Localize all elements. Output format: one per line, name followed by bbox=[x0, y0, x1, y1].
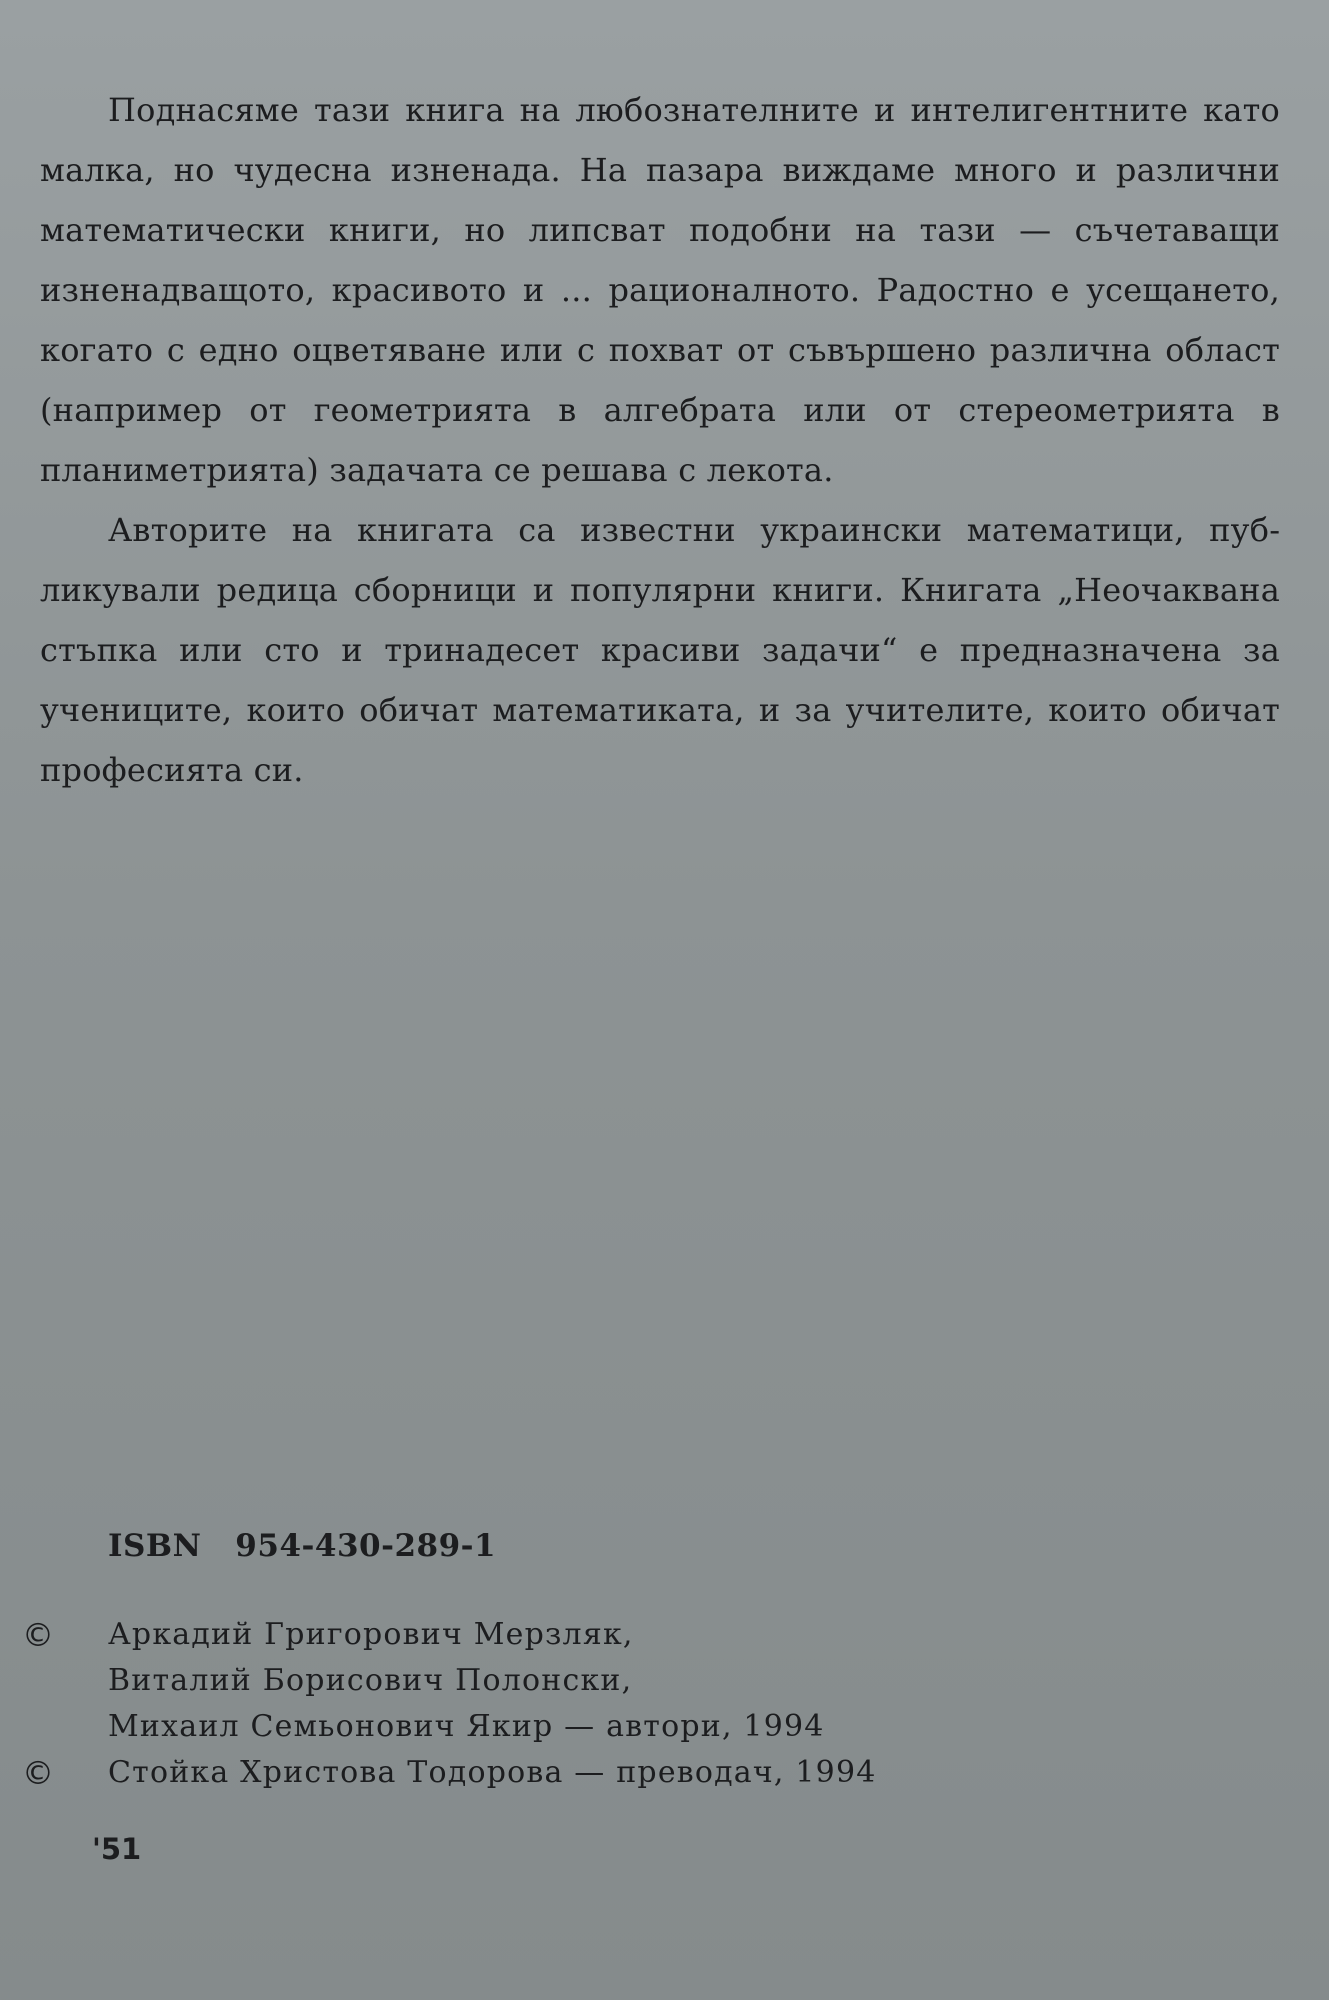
copyright-authors bbox=[22, 1612, 877, 1750]
copyright-icon: © bbox=[22, 1616, 56, 1654]
page-number: '51 bbox=[92, 1832, 142, 1866]
annotation-text bbox=[40, 80, 1280, 800]
copyright-block bbox=[22, 1612, 877, 1796]
copyright-translator bbox=[22, 1750, 877, 1796]
author-line: Виталий Борисович Полонски, bbox=[108, 1663, 633, 1698]
paragraph-intro: Поднасяме тази книга на любознателните и интелигентните като малка, но чудесна изненада. На пазара виждаме много и различни математически книги, но липсват подобни на тази — съчетаващи изненадващото, красивото и ... рационалното. Радостно е усещането, когато с едно оцветяване или с похват от съвършено различна област (например от геометрията в алгебрата или от стереометрията в планиметрията) задачата се решава с лекота. bbox=[40, 91, 1280, 489]
isbn: ISBN 954-430-289-1 bbox=[108, 1528, 497, 1564]
copyright-icon: © bbox=[22, 1754, 56, 1792]
author-line: Михаил Семьонович Якир — автори, 1994 bbox=[108, 1709, 825, 1744]
translator-lines bbox=[108, 1750, 877, 1796]
author-line: Аркадий Григорович Мерзляк, bbox=[108, 1617, 634, 1652]
translator-line: Стойка Христова Тодорова — преводач, 1994 bbox=[108, 1755, 877, 1790]
paragraph-authors: Авторите на книгата са известни украински математици, публикували редица сборници и популярни книги. Книгата „Неочаквана стъпка или сто и тринадесет красиви задачи“ е предназначена за учениците, които обичат математиката, и за учителите, които обичат професията си. bbox=[40, 511, 1280, 789]
author-lines bbox=[108, 1612, 825, 1750]
